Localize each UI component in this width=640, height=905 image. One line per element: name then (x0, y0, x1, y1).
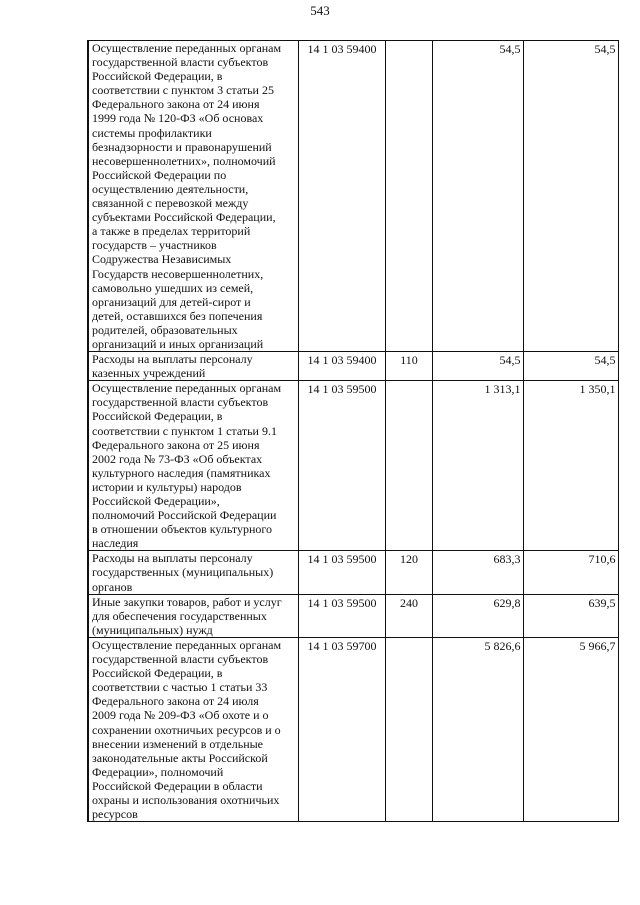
row-description: Иные закупки товаров, работ и услуг для обеспечения государственных (муниципальных) нужд (88, 594, 298, 637)
row-value-second: 54,5 (523, 352, 618, 381)
row-value-second: 710,6 (523, 551, 618, 594)
row-value-first: 1 313,1 (432, 381, 523, 551)
row-expense-type: 110 (385, 352, 432, 381)
table-row (88, 637, 618, 821)
row-expense-type (385, 381, 432, 551)
row-expense-type: 240 (385, 594, 432, 637)
row-code: 14 1 03 59500 (298, 594, 385, 637)
table-row (88, 381, 618, 551)
row-description: Осуществление переданных органам государственной власти субъектов Российской Федерации, в соответствии с пунктом 3 статьи 25 Федерального закона от 24 июня 1999 года № 120-ФЗ «Об основах системы профилактики безнадзорности и правонарушений несовершеннолетних», полномочий Российской Федерации по осуществлению деятельности, связанной с перевозкой между субъектами Российской Федерации, а также в пределах территорий государств – участников Содружества Независимых Государств несовершеннолетних, самовольно ушедших из семей, организаций для детей-сирот и детей, оставшихся без попечения родителей, образовательных организаций и иных организаций (88, 41, 298, 352)
row-description: Расходы на выплаты персоналу государственных (муниципальных) органов (88, 551, 298, 594)
page-number: 543 (310, 3, 330, 18)
row-value-first: 5 826,6 (432, 637, 523, 821)
row-value-second: 639,5 (523, 594, 618, 637)
row-code: 14 1 03 59400 (298, 41, 385, 352)
row-value-second: 5 966,7 (523, 637, 618, 821)
row-expense-type (385, 637, 432, 821)
row-description: Осуществление переданных органам государственной власти субъектов Российской Федерации, в соответствии с пунктом 1 статьи 9.1 Федерального закона от 25 июня 2002 года № 73-ФЗ «Об объектах культурного наследия (памятниках истории и культуры) народов Российской Федерации», полномочий Российской Федерации в отношении объектов культурного наследия (88, 381, 298, 551)
row-value-second: 54,5 (523, 41, 618, 352)
row-expense-type (385, 41, 432, 352)
row-value-first: 629,8 (432, 594, 523, 637)
row-value-second: 1 350,1 (523, 381, 618, 551)
row-value-first: 54,5 (432, 41, 523, 352)
row-code: 14 1 03 59500 (298, 551, 385, 594)
row-code: 14 1 03 59700 (298, 637, 385, 821)
row-value-first: 54,5 (432, 352, 523, 381)
row-code: 14 1 03 59400 (298, 352, 385, 381)
table-row (88, 41, 618, 352)
budget-table (87, 40, 619, 822)
table-row (88, 352, 618, 381)
table-row (88, 551, 618, 594)
row-description: Осуществление переданных органам государственной власти субъектов Российской Федерации, в соответствии с частью 1 статьи 33 Федерального закона от 24 июля 2009 года № 209-ФЗ «Об охоте и о сохранении охотничьих ресурсов и о внесении изменений в отдельные законодательные акты Российской Федерации», полномочий Российской Федерации в области охраны и использования охотничьих ресурсов (88, 637, 298, 821)
table-row (88, 594, 618, 637)
row-expense-type: 120 (385, 551, 432, 594)
row-code: 14 1 03 59500 (298, 381, 385, 551)
row-value-first: 683,3 (432, 551, 523, 594)
row-description: Расходы на выплаты персоналу казенных учреждений (88, 352, 298, 381)
